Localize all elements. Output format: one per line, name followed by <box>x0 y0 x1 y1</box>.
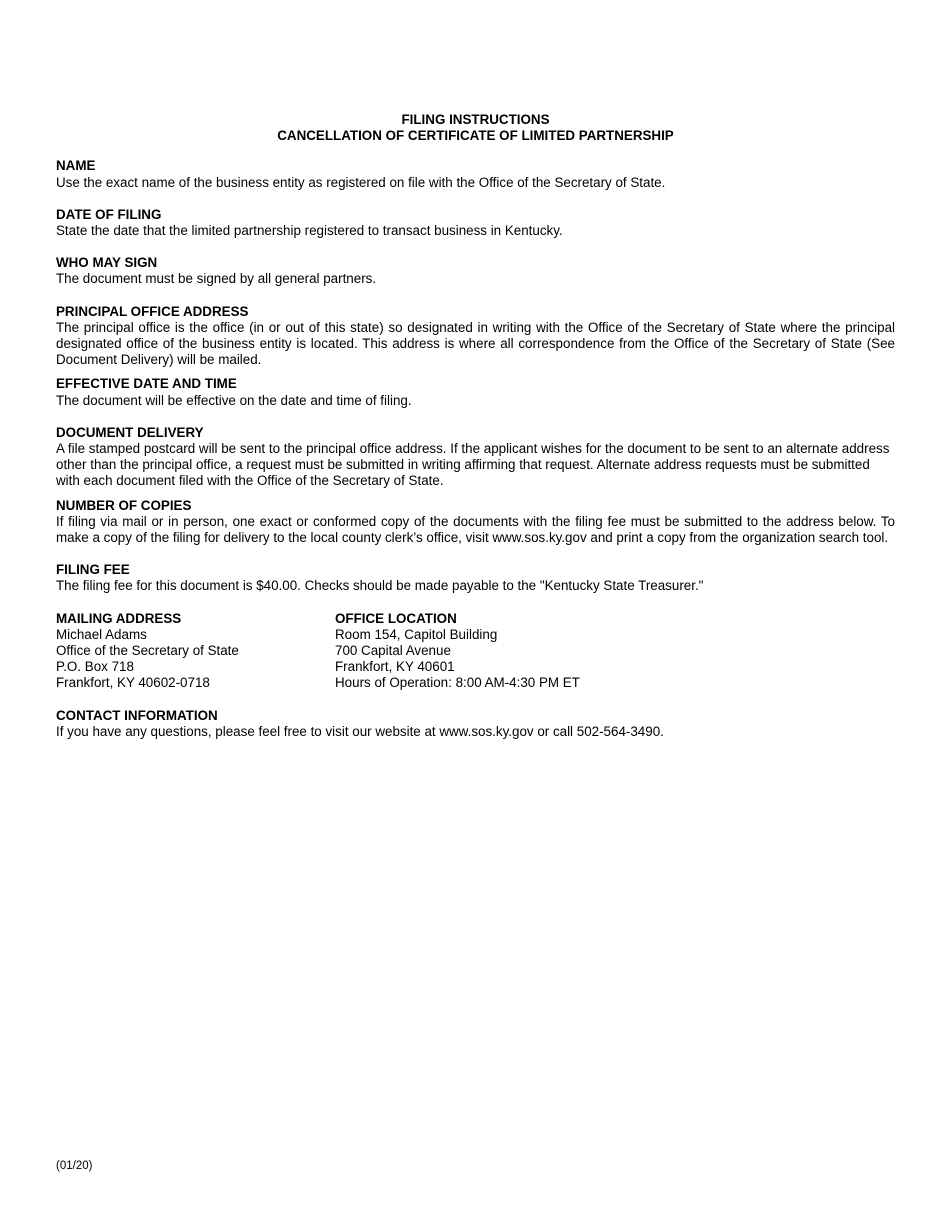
section-number-of-copies <box>56 498 895 547</box>
section-text: Use the exact name of the business entity as registered on file with the Office of the Secretary of State. <box>56 174 666 190</box>
section-contact-information <box>56 708 895 740</box>
section-heading: FILING FEE <box>56 562 130 578</box>
section-heading: CONTACT INFORMATION <box>56 707 218 723</box>
section-heading: NAME <box>56 158 96 174</box>
section-heading: DATE OF FILING <box>56 206 162 222</box>
office-location <box>335 611 735 692</box>
mailing-address-heading: MAILING ADDRESS <box>56 610 182 626</box>
mailing-address-line: Frankfort, KY 40602-0718 <box>56 675 210 691</box>
title-line-1: FILING INSTRUCTIONS <box>401 112 550 127</box>
section-heading: EFFECTIVE DATE AND TIME <box>56 376 237 392</box>
section-text: The document will be effective on the date and time of filing. <box>56 392 412 408</box>
section-text: The filing fee for this document is $40.00. Checks should be made payable to the "Kentucky State Treasurer." <box>56 578 704 594</box>
section-heading: PRINCIPAL OFFICE ADDRESS <box>56 303 249 319</box>
section-who-may-sign <box>56 255 895 287</box>
section-text: If filing via mail or in person, one exact or conformed copy of the documents with the filing fee must be submitted to the address below. To make a copy of the filing for delivery to the local county clerk’s office, visit www.sos.ky.gov and print a copy from the organization search tool. <box>56 513 895 546</box>
address-block <box>56 611 895 692</box>
section-text: A file stamped postcard will be sent to the principal office address. If the applicant wishes for the document to be sent to an alternate address other than the principal office, a request must be submitted in writing affirming that request. Alternate address requests must be submitted with each document filed with the Office of the Secretary of State. <box>56 441 890 489</box>
section-heading: DOCUMENT DELIVERY <box>56 424 204 440</box>
section-heading: WHO MAY SIGN <box>56 255 158 271</box>
mailing-address-line: Michael Adams <box>56 626 147 642</box>
section-document-delivery <box>56 425 895 490</box>
document-page <box>56 112 895 756</box>
section-text: The principal office is the office (in or out of this state) so designated in writing with the Office of the Secretary of State where the principal designated office of the business entity is located. This address is where all correspondence from the Office of the Secretary of State (See Document Delivery) will be mailed. <box>56 319 895 368</box>
title-line-2: CANCELLATION OF CERTIFICATE OF LIMITED PARTNERSHIP <box>277 128 674 144</box>
section-date-of-filing <box>56 207 895 239</box>
section-name <box>56 158 895 190</box>
section-filing-fee <box>56 562 895 594</box>
office-location-line: 700 Capital Avenue <box>335 643 451 659</box>
mailing-address <box>56 611 335 692</box>
form-revision-code: (01/20) <box>56 1160 93 1172</box>
section-text: If you have any questions, please feel free to visit our website at www.sos.ky.gov or call 502-564-3490. <box>56 723 664 739</box>
section-text: The document must be signed by all general partners. <box>56 271 377 287</box>
office-location-line: Frankfort, KY 40601 <box>335 659 455 675</box>
section-effective-date-and-time <box>56 376 895 408</box>
mailing-address-line: Office of the Secretary of State <box>56 643 239 659</box>
office-location-line: Room 154, Capitol Building <box>335 626 498 642</box>
section-text: State the date that the limited partnership registered to transact business in Kentucky. <box>56 223 563 239</box>
mailing-address-line: P.O. Box 718 <box>56 659 134 675</box>
office-location-line: Hours of Operation: 8:00 AM-4:30 PM ET <box>335 675 580 691</box>
office-location-heading: OFFICE LOCATION <box>335 610 457 626</box>
section-principal-office-address <box>56 304 895 369</box>
section-heading: NUMBER OF COPIES <box>56 497 192 513</box>
document-title <box>56 112 895 144</box>
